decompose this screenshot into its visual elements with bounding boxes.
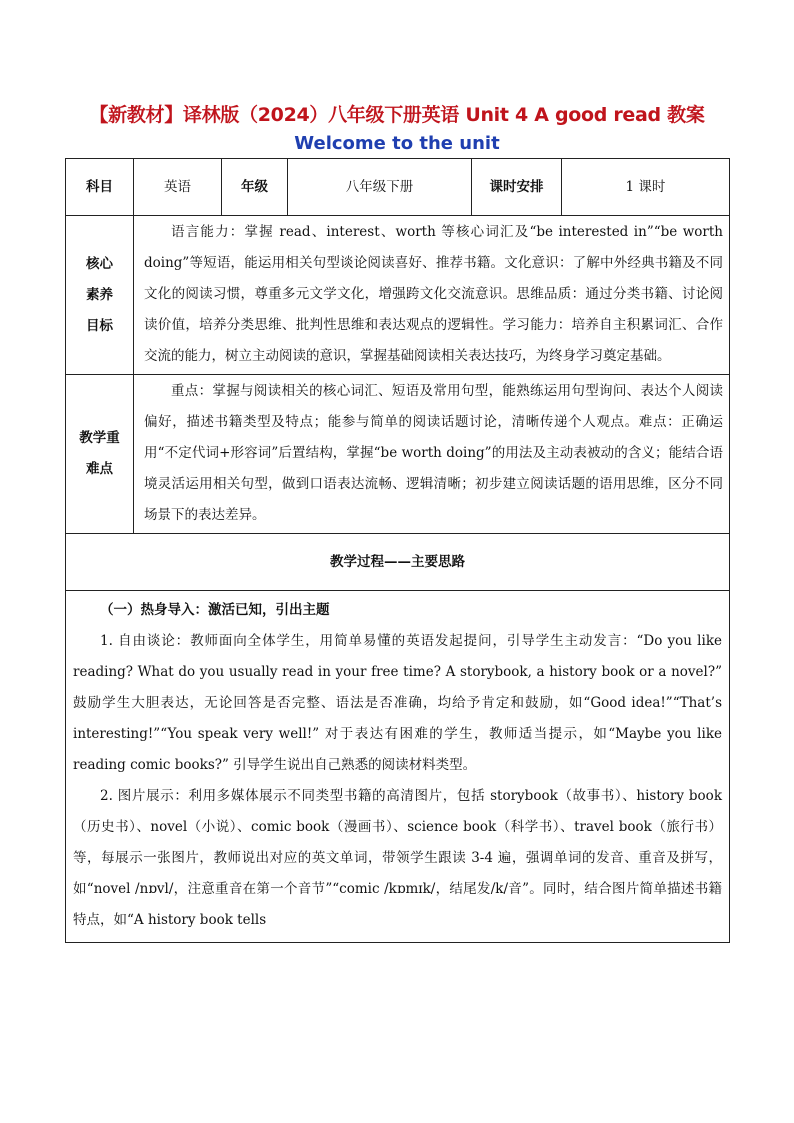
lesson-plan-table xyxy=(65,158,730,943)
subject-label: 科目 xyxy=(66,159,134,216)
document-title: 【新教材】译林版（2024）八年级下册英语 Unit 4 A good read 教案 xyxy=(89,104,705,126)
info-row xyxy=(66,159,730,216)
process-title: 教学过程——主要思路 xyxy=(66,534,730,591)
core-goals-label: 核心素养目标 xyxy=(66,216,134,375)
paragraph-1: 1. 自由谈论：教师面向全体学生，用简单易懂的英语发起提问，引导学生主动发言：“Do you like reading? What do you usually read in your free time? A storybook, a history book or a novel?” 鼓励学生大胆表达，无论回答是否完整、语法是否准确，均给予肯定和鼓励，如“Good idea!”“That’s interesting!”“You speak very well!” 对于表达有困难的学生，教师适当提示，如“Maybe you like reading comic books?” 引导学生说出自己熟悉的阅读材料类型。 xyxy=(73,633,722,773)
grade-label: 年级 xyxy=(222,159,288,216)
process-body-row xyxy=(66,591,730,943)
grade-value: 八年级下册 xyxy=(288,159,472,216)
key-points-text: 重点：掌握与阅读相关的核心词汇、短语及常用句型，能熟练运用句型询问、表达个人阅读偏好，描述书籍类型及特点；能参与简单的阅读话题讨论，清晰传递个人观点。难点：正确运用“不定代词+形容词”后置结构，掌握“be worth doing”的用法及主动表被动的含义；能结合语境灵活运用相关句型，做到口语表达流畅、逻辑清晰；初步建立阅读话题的语用思维，区分不同场景下的表达差异。 xyxy=(134,375,730,534)
core-goals-row xyxy=(66,216,730,375)
document-subtitle: Welcome to the unit xyxy=(294,133,500,154)
hours-value: 1 课时 xyxy=(562,159,730,216)
key-points-label: 教学重难点 xyxy=(66,375,134,534)
hours-label: 课时安排 xyxy=(472,159,562,216)
process-body xyxy=(66,591,730,943)
section-1-title: （一）热身导入：激活已知，引出主题 xyxy=(100,602,330,618)
subject-value: 英语 xyxy=(134,159,222,216)
key-points-row xyxy=(66,375,730,534)
paragraph-2: 2. 图片展示：利用多媒体展示不同类型书籍的高清图片，包括 storybook（故事书）、history book（历史书）、novel（小说）、comic book（漫画书）、science book（科学书）、travel book（旅行书）等，每展示一张图片，教师说出对应的英文单词，带领学生跟读 3-4 遍，强调单词的发音、重音及拼写，如“novel /nɒvl/，注意重音在第一个音节”“comic /kɒmɪk/，结尾发/k/音”。同时，结合图片简单描述书籍特点，如“A history book tells xyxy=(73,788,722,928)
process-title-row xyxy=(66,534,730,591)
core-goals-text: 语言能力：掌握 read、interest、worth 等核心词汇及“be interested in”“be worth doing”等短语，能运用相关句型谈论阅读喜好、推荐书籍。文化意识：了解中外经典书籍及不同文化的阅读习惯，尊重多元文学文化，增强跨文化交流意识。思维品质：通过分类书籍、讨论阅读价值，培养分类思维、批判性思维和表达观点的逻辑性。学习能力：培养自主积累词汇、合作交流的能力，树立主动阅读的意识，掌握基础阅读相关表达技巧，为终身学习奠定基础。 xyxy=(134,216,730,375)
